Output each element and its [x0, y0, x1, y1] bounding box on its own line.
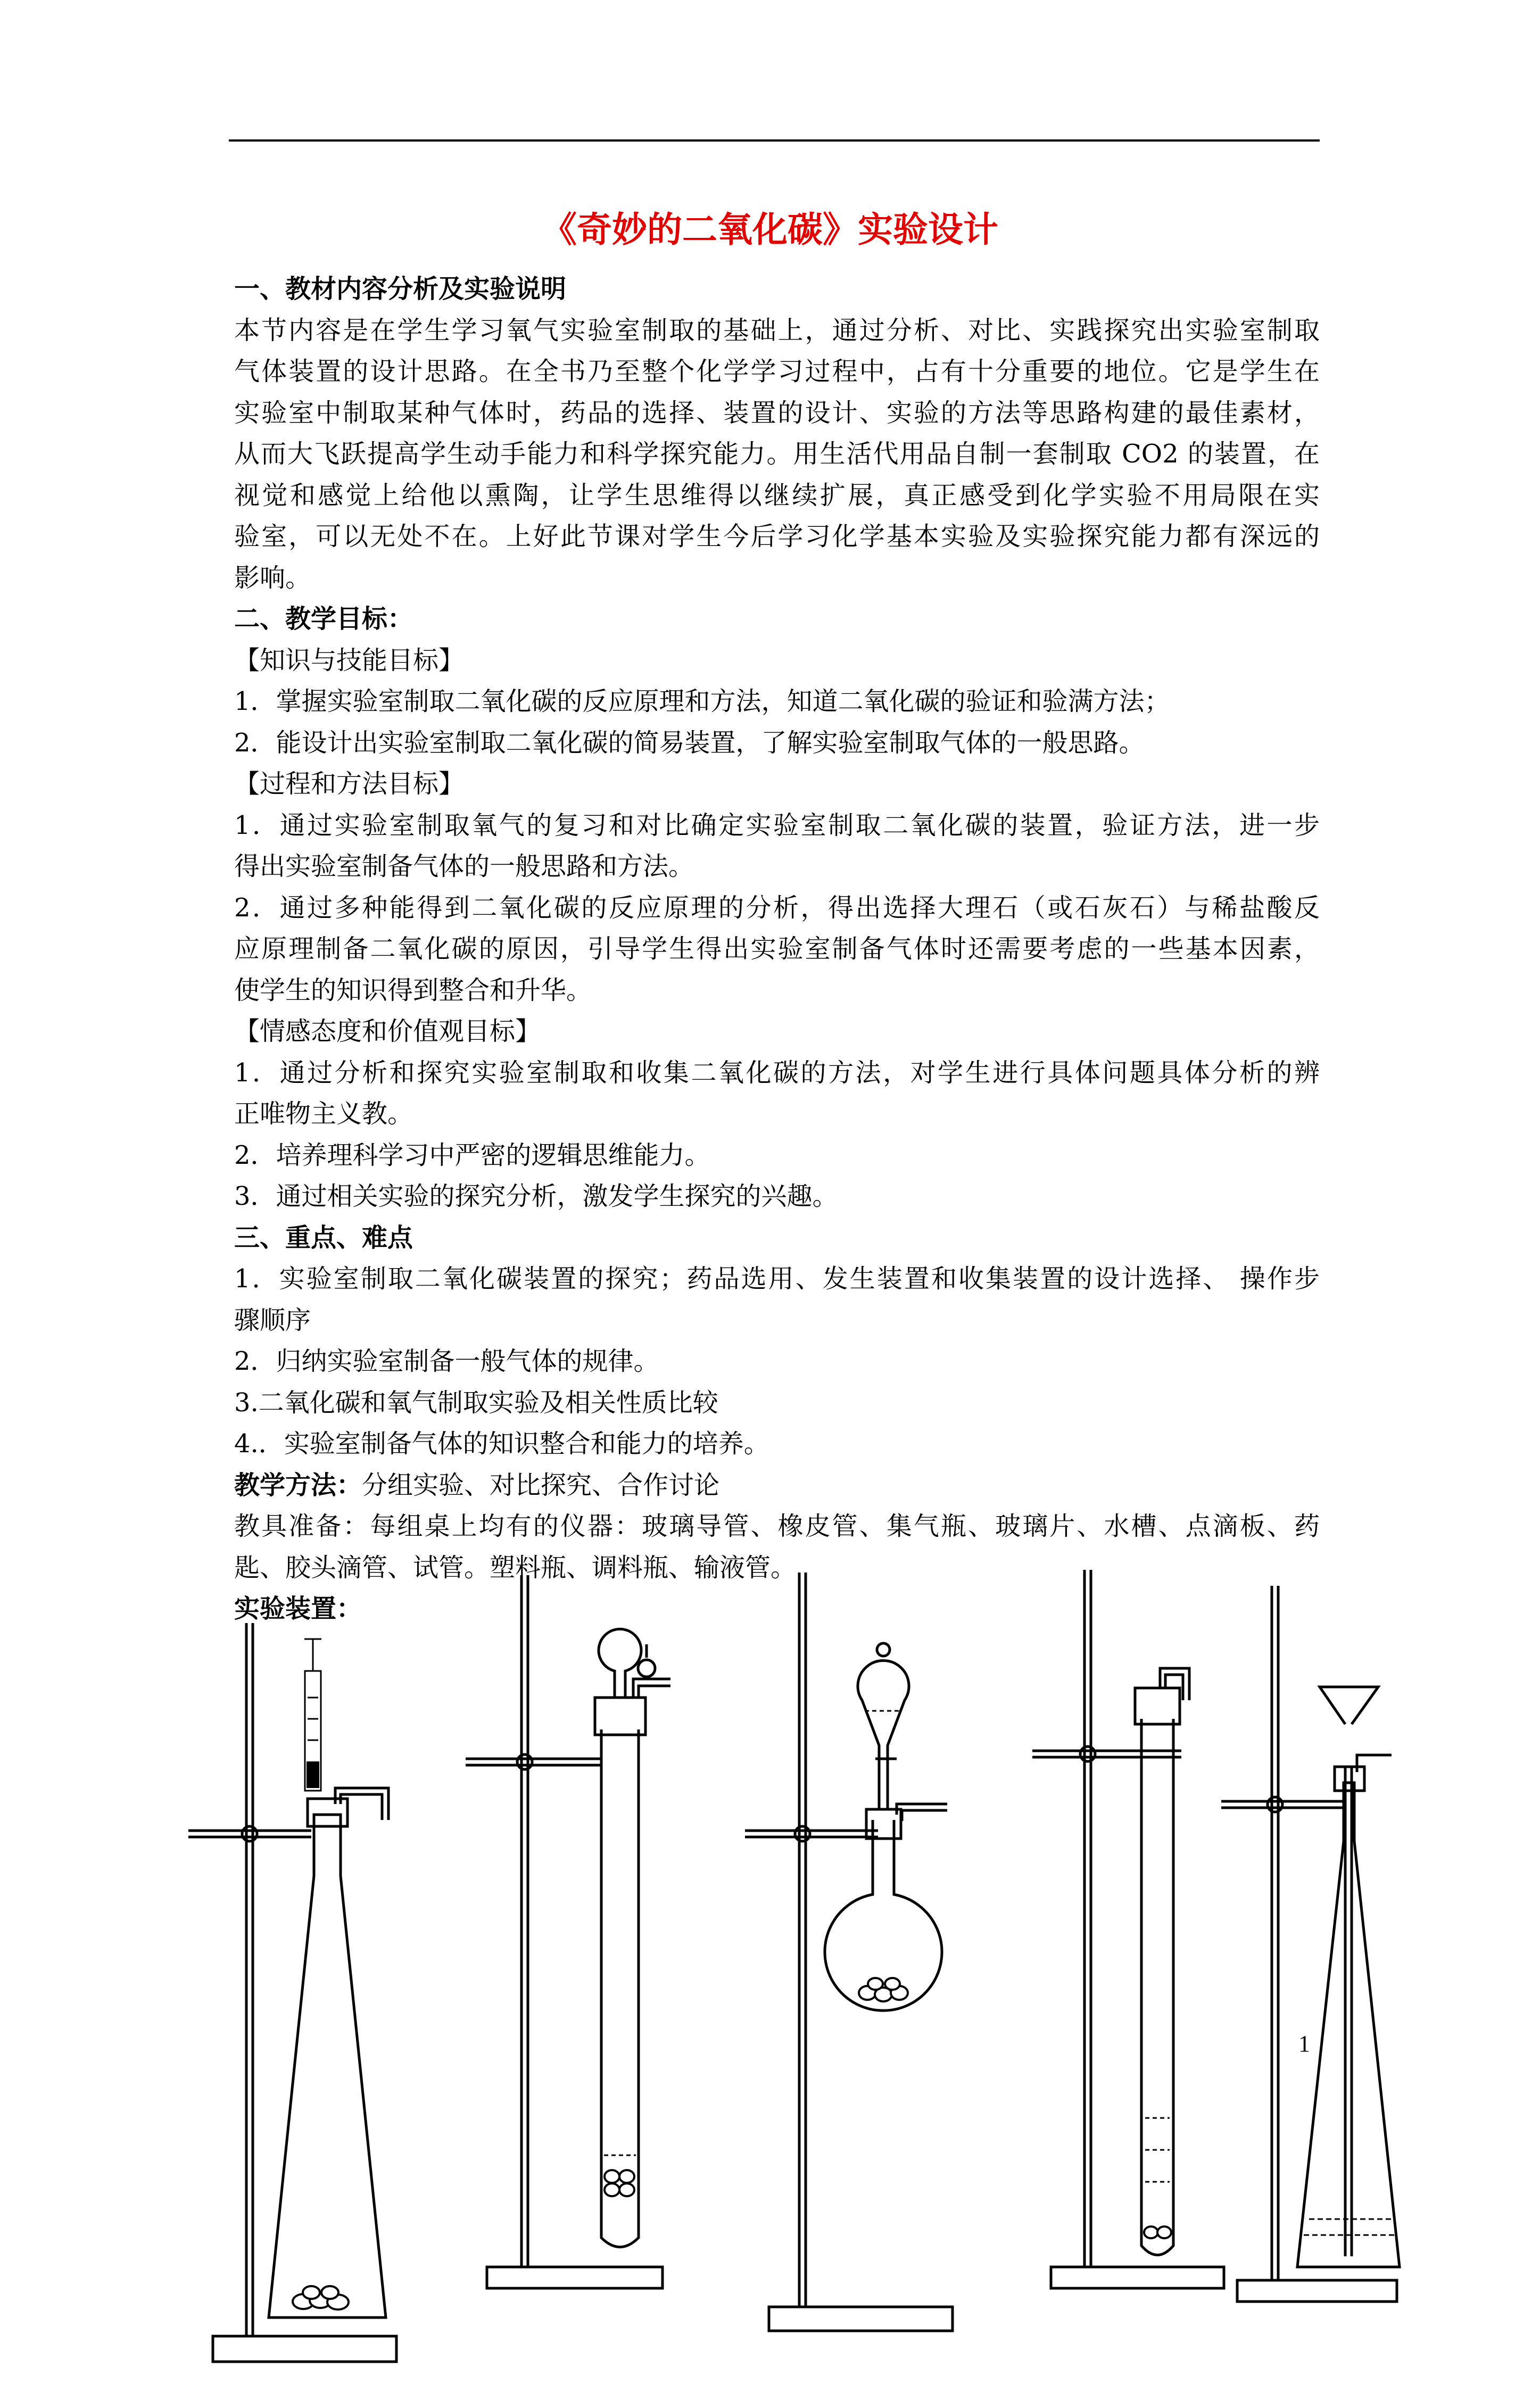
- list-item: 1．掌握实验室制取二氧化碳的反应原理和方法，知道二氧化碳的验证和验满方法；: [234, 686, 1170, 716]
- apparatus-flask-funnel: [1221, 1586, 1400, 2302]
- list-item: 3．通过相关实验的探究分析，激发学生探究的兴趣。: [234, 1181, 838, 1211]
- list-item: 2．能设计出实验室制取二氧化碳的简易装置，了解实验室制取气体的一般思路。: [234, 727, 1145, 758]
- subsection-heading: 【过程和方法目标】: [234, 769, 465, 799]
- teaching-method-text: 分组实验、对比探究、合作讨论: [362, 1470, 720, 1500]
- list-item: 1．通过实验室制取氧气的复习和对比确定实验室制取二氧化碳的装置，验证方法，进一步: [234, 810, 1320, 840]
- list-item: 使学生的知识得到整合和升华。: [234, 975, 592, 1005]
- paragraph-line: 气体装置的设计思路。在全书乃至整个化学学习过程中，占有十分重要的地位。它是学生在: [234, 357, 1320, 386]
- apparatus-flask-syringe: [188, 1623, 396, 2362]
- page-number: 1: [1298, 2031, 1310, 2057]
- list-item: 正唯物主义教。: [234, 1099, 413, 1129]
- tools-line: 教具准备：每组桌上均有的仪器：玻璃导管、橡皮管、集气瓶、玻璃片、水槽、点滴板、药: [234, 1511, 1320, 1541]
- paragraph-line: 本节内容是在学生学习氧气实验室制取的基础上，通过分析、对比、实践探究出实验室制取: [234, 315, 1320, 345]
- apparatus-round-flask: [745, 1573, 953, 2331]
- paragraph-line: 实验室中制取某种气体时，药品的选择、装置的设计、实验的方法等思路构建的最佳素材，: [234, 398, 1320, 428]
- paragraph-line: 验室，可以无处不在。上好此节课对学生今后学习化学基本实验及实验探究能力都有深远的: [234, 522, 1320, 551]
- paragraph-line: 影响。: [234, 562, 311, 593]
- list-item: 4.．实验室制备气体的知识整合和能力的培养。: [234, 1429, 769, 1459]
- subsection-heading: 【知识与技能目标】: [234, 645, 465, 675]
- list-item: 2．培养理科学习中严密的逻辑思维能力。: [234, 1140, 710, 1170]
- teaching-method-line: [234, 1465, 1320, 1507]
- tools-line: 匙、胶头滴管、试管。塑料瓶、调料瓶、输液管。: [234, 1552, 797, 1583]
- list-item: 2．通过多种能得到二氧化碳的反应原理的分析，得出选择大理石（或石灰石）与稀盐酸反: [234, 892, 1320, 923]
- section-heading: 二、教学目标：: [234, 604, 413, 634]
- paragraph-line: 从而大飞跃提高学生动手能力和科学探究能力。用生活代用品自制一套制取 CO2 的装置，在: [234, 439, 1320, 469]
- header-rule: [229, 139, 1320, 142]
- section-heading: 一、教材内容分析及实验说明: [234, 274, 567, 304]
- apparatus-illustration: [181, 1565, 1405, 2400]
- list-item: 2．归纳实验室制备一般气体的规律。: [234, 1346, 659, 1376]
- apparatus-label: 实验装置：: [234, 1594, 362, 1624]
- list-item: 1．通过分析和探究实验室制取和收集二氧化碳的方法，对学生进行具体问题具体分析的辨: [234, 1057, 1320, 1088]
- document-body: [234, 269, 1320, 1630]
- list-item: 得出实验室制备气体的一般思路和方法。: [234, 851, 694, 881]
- section-heading: 三、重点、难点: [234, 1222, 413, 1253]
- list-item: 应原理制备二氧化碳的原因，引导学生得出实验室制备气体时还需要考虑的一些基本因素，: [234, 934, 1320, 964]
- subsection-heading: 【情感态度和价值观目标】: [234, 1016, 541, 1046]
- apparatus-test-tube-delivery: [1032, 1570, 1224, 2288]
- paragraph-line: 视觉和感觉上给他以熏陶，让学生思维得以继续扩展，真正感受到化学实验不用局限在实: [234, 480, 1320, 510]
- list-item: 1．实验室制取二氧化碳装置的探究；药品选用、发生装置和收集装置的设计选择、 操作步: [234, 1264, 1320, 1294]
- apparatus-test-tube-funnel: [466, 1575, 670, 2288]
- teaching-method-label: 教学方法：: [234, 1470, 362, 1500]
- list-item: 3.二氧化碳和氧气制取实验及相关性质比较: [234, 1387, 718, 1418]
- page-title: 《奇妙的二氧化碳》实验设计: [542, 209, 998, 250]
- list-item: 骤顺序: [234, 1305, 311, 1335]
